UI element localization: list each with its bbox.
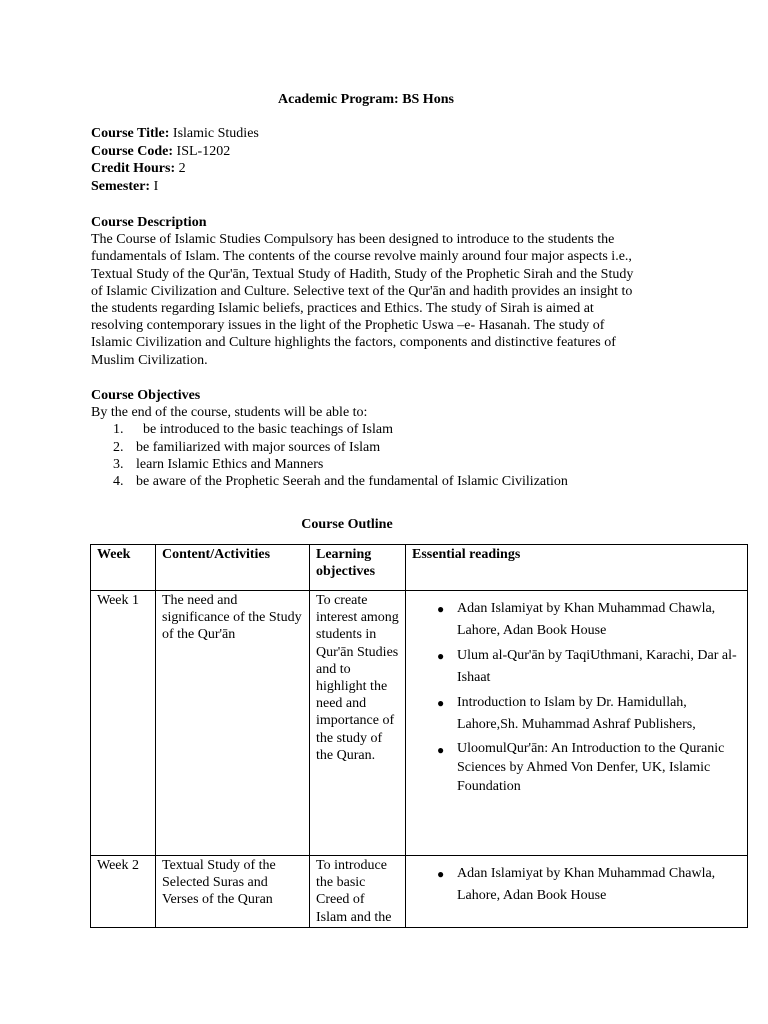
objective-number: 2. xyxy=(113,439,124,455)
bullet-icon: ● xyxy=(437,649,445,663)
reading-text: Adan Islamiyat by Khan Muhammad Chawla, Lahore, Adan Book House xyxy=(457,866,716,903)
course-code-label: Course Code: xyxy=(91,143,174,159)
reading-text: UloomulQur'ān: An Introduction to the Quranic Sciences by Ahmed Von Denfer, UK, Islamic Foundation xyxy=(457,741,725,794)
week-cell: Week 2 xyxy=(91,856,156,928)
course-title-label: Course Title: xyxy=(91,126,170,141)
objectives-cell: To create interest among students in Qur'ān Studies and to highlight the need and importance of the study of the Quran. xyxy=(310,591,406,856)
program-title xyxy=(0,91,768,109)
reading-item xyxy=(412,645,741,689)
course-description xyxy=(91,214,691,369)
credit-hours-value: 2 xyxy=(175,161,186,176)
description-line: Muslim Civilization. xyxy=(91,352,208,368)
description-heading: Course Description xyxy=(91,215,207,230)
header-content: Content/Activities xyxy=(156,545,310,591)
week-cell: Week 1 xyxy=(91,591,156,856)
objectives-heading: Course Objectives xyxy=(91,388,201,403)
content-cell: The need and significance of the Study of the Qur'ān xyxy=(156,591,310,856)
bullet-icon: ● xyxy=(437,602,445,616)
bullet-icon: ● xyxy=(437,743,445,757)
readings-list xyxy=(412,598,741,796)
description-line: of Islamic Civilization and Culture. Selective text of the Qur'ān and hadith provides an insight to xyxy=(91,283,633,299)
objective-item xyxy=(91,456,711,473)
semester-line xyxy=(91,178,259,196)
objective-number: 1. xyxy=(113,422,124,438)
table-row xyxy=(91,591,748,856)
objective-text: be familiarized with major sources of Islam xyxy=(136,439,381,455)
reading-item xyxy=(412,692,741,736)
objective-item xyxy=(91,421,711,438)
reading-item xyxy=(412,739,741,796)
description-line: The Course of Islamic Studies Compulsory has been designed to introduce to the students the xyxy=(91,232,615,248)
objective-text: learn Islamic Ethics and Manners xyxy=(136,456,324,472)
course-objectives xyxy=(91,387,711,490)
course-code-line xyxy=(91,143,259,161)
bullet-icon: ● xyxy=(437,867,445,881)
course-meta xyxy=(91,125,259,195)
description-line: Textual Study of the Qur'ān, Textual Study of Hadith, Study of the Prophetic Sirah and the Study xyxy=(91,266,634,282)
objectives-cell: To introduce the basic Creed of Islam and the xyxy=(310,856,406,928)
semester-value: I xyxy=(150,178,159,194)
description-line: fundamentals of Islam. The contents of the course revolve mainly around four major aspects i.e., xyxy=(91,249,632,265)
reading-text: Introduction to Islam by Dr. Hamidullah, Lahore,Sh. Muhammad Ashraf Publishers, xyxy=(457,695,696,732)
course-title-line xyxy=(91,125,259,143)
header-essential-readings: Essential readings xyxy=(406,545,748,591)
credit-hours-label: Credit Hours: xyxy=(91,161,176,176)
reading-text: Adan Islamiyat by Khan Muhammad Chawla, Lahore, Adan Book House xyxy=(457,601,716,638)
readings-cell xyxy=(406,856,748,928)
readings-list xyxy=(412,863,741,907)
objective-number: 3. xyxy=(113,456,124,472)
header-learning-objectives: Learning objectives xyxy=(310,545,406,591)
objective-text: be introduced to the basic teachings of Islam xyxy=(136,422,393,438)
bullet-icon: ● xyxy=(437,696,445,710)
reading-text: Ulum al-Qur'ān by TaqiUthmani, Karachi, Dar al-Ishaat xyxy=(457,648,737,685)
description-line: resolving contemporary issues in the light of the Prophetic Uswa –e- Hasanah. The study of xyxy=(91,318,605,334)
objective-item xyxy=(91,439,711,456)
semester-label: Semester: xyxy=(91,178,151,194)
course-outline-table xyxy=(90,544,748,928)
reading-item xyxy=(412,863,741,907)
course-title-value: Islamic Studies xyxy=(169,126,259,141)
objectives-intro: By the end of the course, students will be able to: xyxy=(91,405,368,421)
table-header-row xyxy=(91,545,748,591)
description-line: Islamic Civilization and Culture highlights the factors, components and distinctive features of xyxy=(91,335,616,351)
course-code-value: ISL-1202 xyxy=(173,143,231,159)
readings-cell xyxy=(406,591,748,856)
header-week: Week xyxy=(91,545,156,591)
objective-number: 4. xyxy=(113,474,124,490)
description-line: the students regarding Islamic beliefs, practices and Ethics. The study of Sirah is aimed at xyxy=(91,301,594,317)
content-cell: Textual Study of the Selected Suras and Verses of the Quran xyxy=(156,856,310,928)
outline-title-text: Course Outline xyxy=(301,517,393,532)
program-title-text: Academic Program: BS Hons xyxy=(278,92,454,107)
credit-hours-line xyxy=(91,160,259,178)
outline-title xyxy=(0,516,768,534)
objective-text: be aware of the Prophetic Seerah and the fundamental of Islamic Civilization xyxy=(136,474,568,490)
reading-item xyxy=(412,598,741,642)
table-row xyxy=(91,856,748,928)
objective-item xyxy=(91,473,711,490)
objectives-list xyxy=(91,421,711,490)
